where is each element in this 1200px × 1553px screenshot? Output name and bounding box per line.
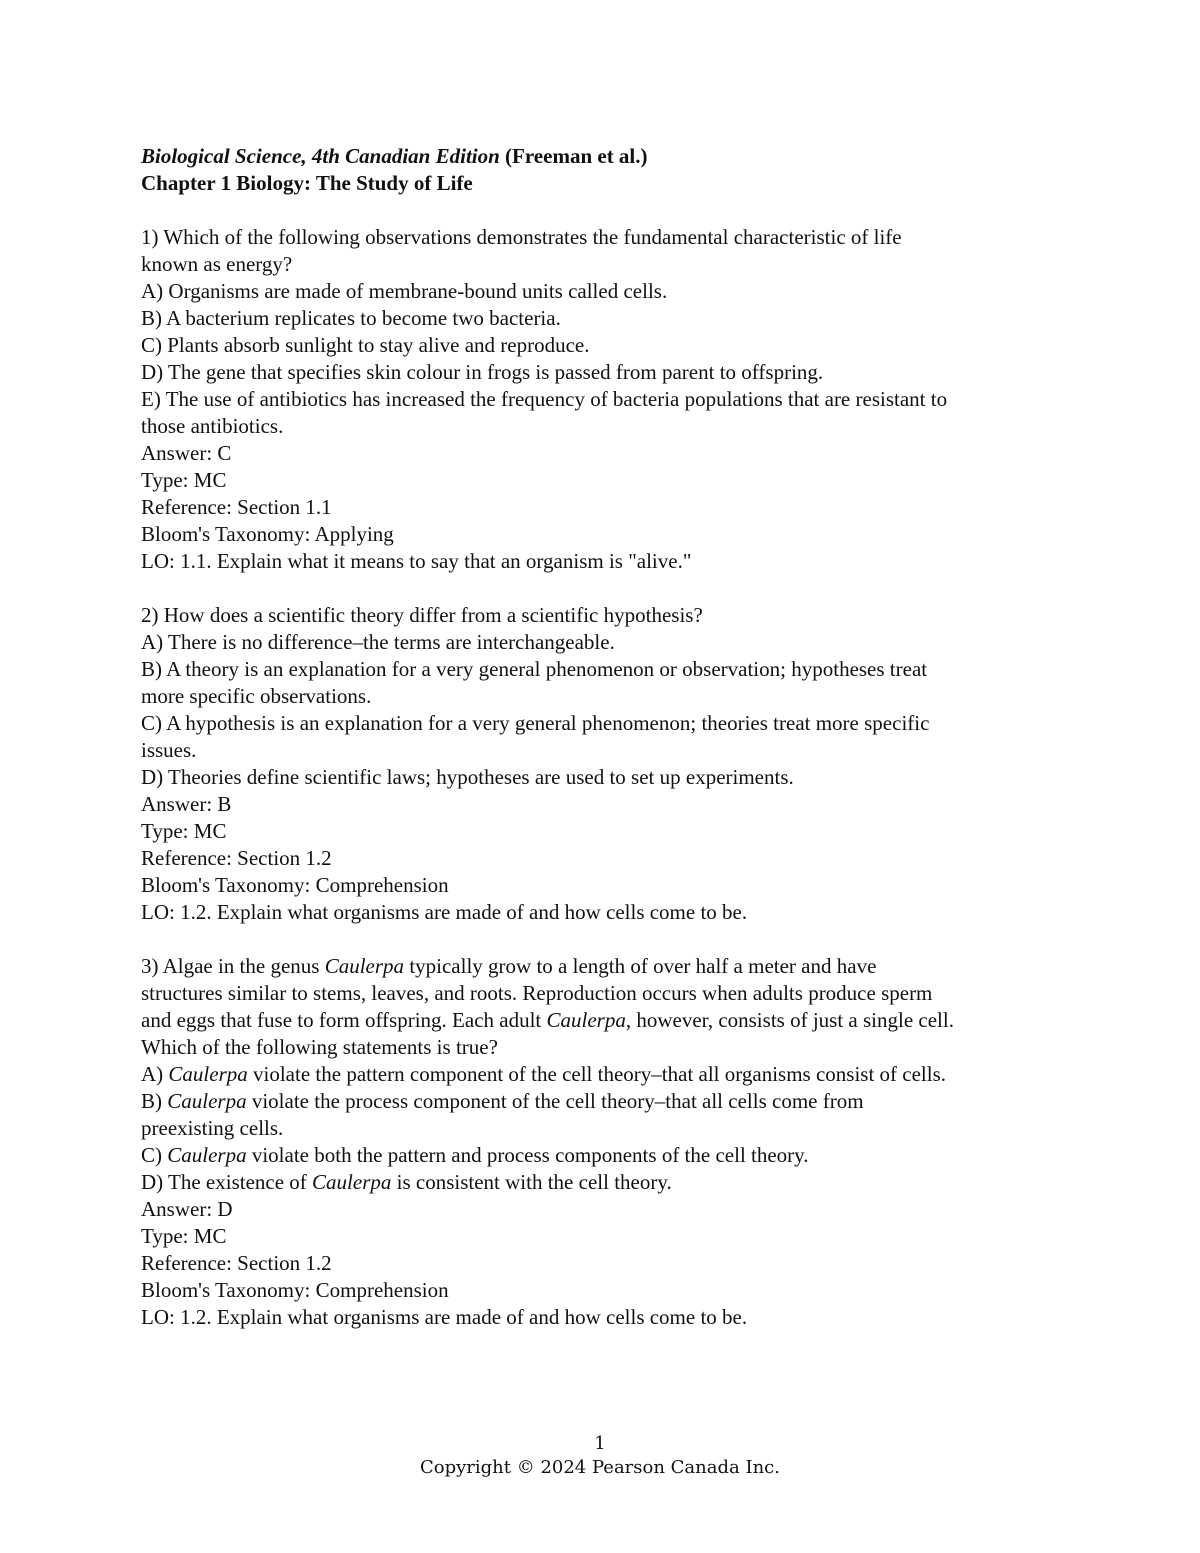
learning-objective: LO: 1.1. Explain what it means to say that an organism is "alive." xyxy=(141,549,692,573)
stem-text: typically grow to a length of over half a meter and have xyxy=(404,954,877,978)
genus-name: Caulerpa xyxy=(546,1008,626,1032)
question-stem-line: 2) How does a scientific theory differ from a scientific hypothesis? xyxy=(141,603,703,627)
answer-option: B) A theory is an explanation for a very general phenomenon or observation; hypotheses treat xyxy=(141,657,928,681)
question-2 xyxy=(141,602,1081,926)
option-text: violate both the pattern and process components of the cell theory. xyxy=(246,1143,809,1167)
book-title-italic: Biological Science, 4th Canadian Edition xyxy=(141,144,500,168)
book-title xyxy=(141,143,1081,170)
answer-option: A) There is no difference–the terms are interchangeable. xyxy=(141,630,615,654)
bloom-taxonomy: Bloom's Taxonomy: Comprehension xyxy=(141,1278,449,1302)
answer-option: those antibiotics. xyxy=(141,414,284,438)
question-stem-line xyxy=(141,1007,1081,1034)
genus-name: Caulerpa xyxy=(167,1143,247,1167)
question-stem-line xyxy=(141,953,1081,980)
option-text: B) xyxy=(141,1089,168,1113)
answer-option: issues. xyxy=(141,738,197,762)
option-text: is consistent with the cell theory. xyxy=(391,1170,672,1194)
question-stem-line: structures similar to stems, leaves, and roots. Reproduction occurs when adults produce sperm xyxy=(141,981,933,1005)
answer-option: preexisting cells. xyxy=(141,1116,284,1140)
answer-option xyxy=(141,1088,1081,1115)
answer-option xyxy=(141,1142,1081,1169)
option-text: violate the pattern component of the cell theory–that all organisms consist of cells. xyxy=(247,1062,947,1086)
answer-option: B) A bacterium replicates to become two bacteria. xyxy=(141,306,561,330)
page-content xyxy=(141,143,1081,1331)
answer-option: D) The gene that specifies skin colour in frogs is passed from parent to offspring. xyxy=(141,360,824,384)
question-stem-line: Which of the following statements is true? xyxy=(141,1035,498,1059)
question-1 xyxy=(141,224,1081,575)
genus-name: Caulerpa xyxy=(168,1062,248,1086)
answer-key: Answer: D xyxy=(141,1197,233,1221)
answer-option xyxy=(141,1061,1081,1088)
stem-text: 3) Algae in the genus xyxy=(141,954,325,978)
question-3 xyxy=(141,953,1081,1331)
question-stem-line: 1) Which of the following observations demonstrates the fundamental characteristic of life xyxy=(141,225,902,249)
option-text: violate the process component of the cell theory–that all cells come from xyxy=(246,1089,864,1113)
learning-objective: LO: 1.2. Explain what organisms are made of and how cells come to be. xyxy=(141,1305,748,1329)
answer-option: A) Organisms are made of membrane-bound units called cells. xyxy=(141,279,668,303)
answer-key: Answer: B xyxy=(141,792,232,816)
stem-text: , however, consists of just a single cell. xyxy=(625,1008,954,1032)
option-text: C) xyxy=(141,1143,168,1167)
chapter-title: Chapter 1 Biology: The Study of Life xyxy=(141,171,473,195)
copyright-notice: Copyright © 2024 Pearson Canada Inc. xyxy=(420,1457,780,1478)
genus-name: Caulerpa xyxy=(167,1089,247,1113)
answer-option: D) Theories define scientific laws; hypotheses are used to set up experiments. xyxy=(141,765,794,789)
genus-name: Caulerpa xyxy=(312,1170,392,1194)
spacer xyxy=(141,926,1081,953)
question-type: Type: MC xyxy=(141,468,227,492)
question-reference: Reference: Section 1.1 xyxy=(141,495,332,519)
bloom-taxonomy: Bloom's Taxonomy: Applying xyxy=(141,522,394,546)
question-stem-line: known as energy? xyxy=(141,252,293,276)
option-text: D) The existence of xyxy=(141,1170,313,1194)
answer-key: Answer: C xyxy=(141,441,232,465)
page-number: 1 xyxy=(594,1433,606,1454)
spacer xyxy=(141,197,1081,224)
option-text: A) xyxy=(141,1062,169,1086)
question-reference: Reference: Section 1.2 xyxy=(141,846,332,870)
stem-text: and eggs that fuse to form offspring. Each adult xyxy=(141,1008,547,1032)
learning-objective: LO: 1.2. Explain what organisms are made of and how cells come to be. xyxy=(141,900,748,924)
question-type: Type: MC xyxy=(141,1224,227,1248)
spacer xyxy=(141,575,1081,602)
question-reference: Reference: Section 1.2 xyxy=(141,1251,332,1275)
answer-option: C) Plants absorb sunlight to stay alive and reproduce. xyxy=(141,333,590,357)
answer-option xyxy=(141,1169,1081,1196)
answer-option: E) The use of antibiotics has increased the frequency of bacteria populations that are resistant to xyxy=(141,387,948,411)
book-title-authors: (Freeman et al.) xyxy=(499,144,648,168)
bloom-taxonomy: Bloom's Taxonomy: Comprehension xyxy=(141,873,449,897)
genus-name: Caulerpa xyxy=(324,954,405,978)
answer-option: C) A hypothesis is an explanation for a very general phenomenon; theories treat more specific xyxy=(141,711,930,735)
answer-option: more specific observations. xyxy=(141,684,372,708)
question-type: Type: MC xyxy=(141,819,227,843)
